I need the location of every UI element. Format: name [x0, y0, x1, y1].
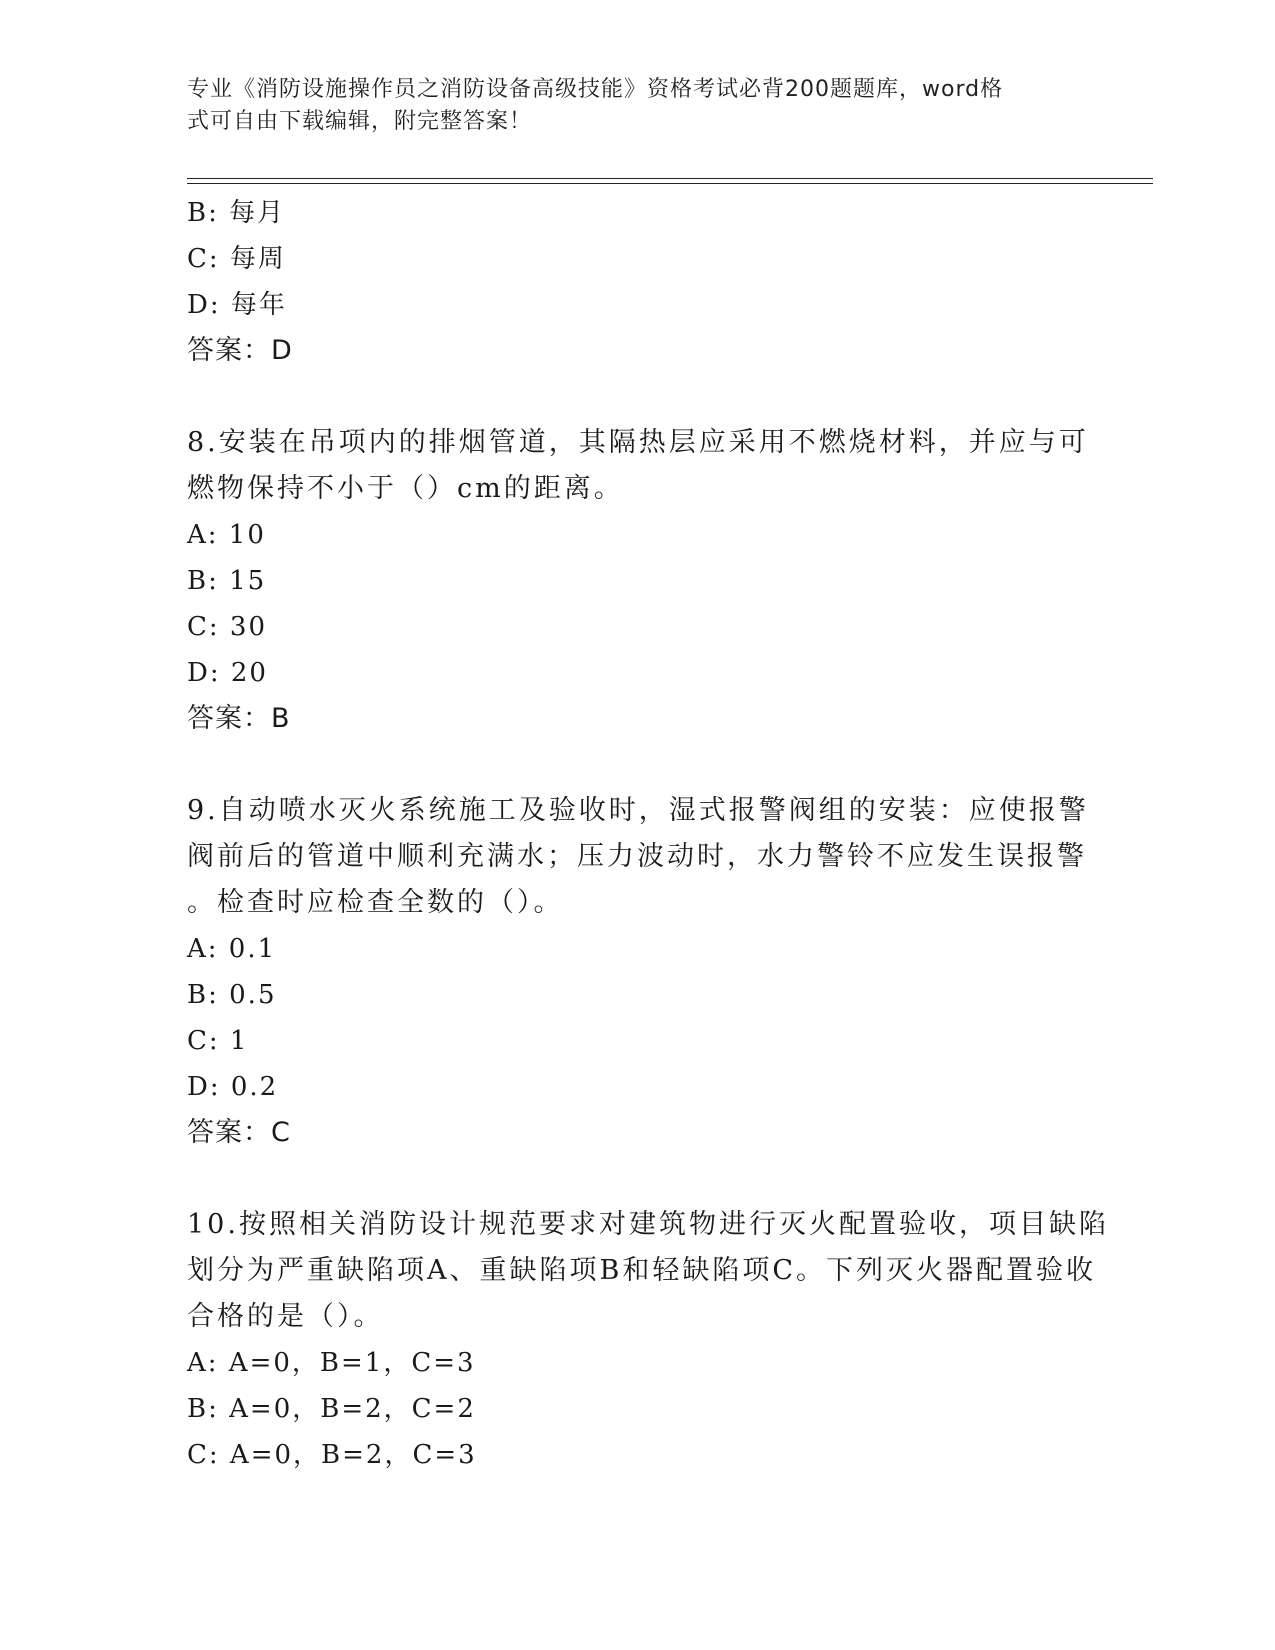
option-b: B: 15 [187, 566, 267, 596]
option-d: D: 0.2 [187, 1072, 279, 1102]
option-a: A: 10 [187, 520, 266, 550]
question-text-line: 8.安装在吊项内的排烟管道，其隔热层应采用不燃烧材料，并应与可 [187, 427, 1089, 458]
header-line-1: 专业《消防设施操作员之消防设备高级技能》资格考试必背200题题库，word格 [187, 77, 1004, 102]
header-rule-top [187, 178, 1153, 179]
option-d: D: 20 [187, 658, 268, 688]
option-b: B: 0.5 [187, 980, 277, 1010]
header-rule-bottom [187, 183, 1153, 184]
question-text-line: 10.按照相关消防设计规范要求对建筑物进行灭火配置验收，项目缺陷 [187, 1209, 1109, 1240]
option-c: C: 1 [187, 1026, 249, 1056]
option-b: B: 每月 [187, 198, 286, 228]
option-c: C: A=0，B=2，C=3 [187, 1440, 477, 1470]
question-text-line: 燃物保持不小于（）cm的距离。 [187, 473, 624, 504]
question-text-line: 。检查时应检查全数的（）。 [187, 887, 564, 918]
spacer [187, 742, 1087, 788]
question-7 [187, 190, 1087, 374]
answer: 答案：D [187, 335, 293, 366]
header-line-2: 式可自由下载编辑，附完整答案！ [187, 109, 533, 134]
spacer [187, 374, 1087, 420]
answer: 答案：B [187, 703, 291, 734]
question-10 [187, 1202, 1109, 1478]
option-b: B: A=0，B=2，C=2 [187, 1394, 476, 1424]
question-text-line: 划分为严重缺陷项A、重缺陷项B和轻缺陷项C。下列灭火器配置验收 [187, 1255, 1096, 1286]
option-d: D: 每年 [187, 290, 287, 320]
answer: 答案：C [187, 1117, 291, 1148]
option-c: C: 30 [187, 612, 268, 642]
spacer [187, 1156, 1087, 1202]
option-a: A: 0.1 [187, 934, 277, 964]
page-header [187, 74, 1067, 138]
option-a: A: A=0，B=1，C=3 [187, 1348, 476, 1378]
question-text-line: 阀前后的管道中顺利充满水；压力波动时，水力警铃不应发生误报警 [187, 841, 1087, 872]
question-9 [187, 788, 1087, 1156]
question-text-line: 9.自动喷水灭火系统施工及验收时，湿式报警阀组的安装：应使报警 [187, 795, 1089, 826]
question-list [187, 190, 1109, 1478]
question-8 [187, 420, 1087, 742]
question-text-line: 合格的是（）。 [187, 1301, 384, 1332]
option-c: C: 每周 [187, 244, 286, 274]
